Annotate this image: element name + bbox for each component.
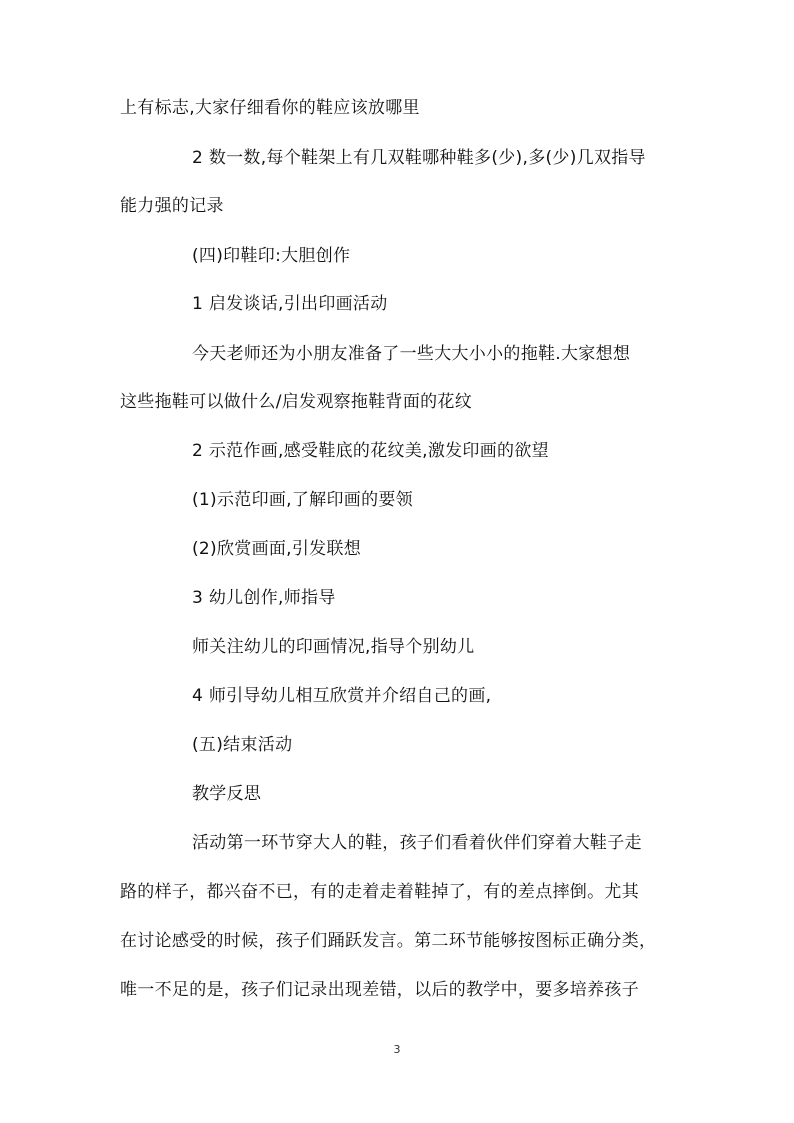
text-line: 这些拖鞋可以做什么/启发观察拖鞋背面的花纹: [120, 392, 473, 412]
section-heading: 教学反思: [192, 784, 262, 804]
text-line: (1)示范印画,了解印画的要领: [192, 490, 413, 510]
text-line: 在讨论感受的时候，孩子们踊跃发言。第二环节能够按图标正确分类，: [120, 931, 657, 951]
text-line: (2)欣赏画面,引发联想: [192, 539, 362, 559]
text-line: 1 启发谈话,引出印画活动: [192, 294, 388, 314]
page-number: 3: [393, 1043, 401, 1056]
text-line: 3 幼儿创作,师指导: [192, 588, 336, 608]
text-line: 今天老师还为小朋友准备了一些大大小小的拖鞋.大家想想: [192, 344, 631, 364]
text-line: 上有标志,大家仔细看你的鞋应该放哪里: [120, 98, 420, 118]
text-line: 唯一不足的是，孩子们记录出现差错，以后的教学中，要多培养孩子: [120, 980, 639, 1000]
text-line: 活动第一环节穿大人的鞋，孩子们看着伙伴们穿着大鞋子走: [192, 833, 642, 853]
text-line: 路的样子，都兴奋不已，有的走着走着鞋掉了，有的差点摔倒。尤其: [120, 882, 639, 902]
text-line: 2 示范作画,感受鞋底的花纹美,激发印画的欲望: [192, 441, 549, 461]
text-line: 师关注幼儿的印画情况,指导个别幼儿: [192, 637, 475, 657]
text-line: 2 数一数,每个鞋架上有几双鞋哪种鞋多(少),多(少)几双指导: [192, 148, 646, 168]
section-heading: (五)结束活动: [192, 735, 293, 755]
text-line: 能力强的记录: [120, 196, 224, 216]
text-line: (四)印鞋印:大胆创作: [192, 246, 351, 266]
text-line: 4 师引导幼儿相互欣赏并介绍自己的画,: [192, 686, 492, 706]
